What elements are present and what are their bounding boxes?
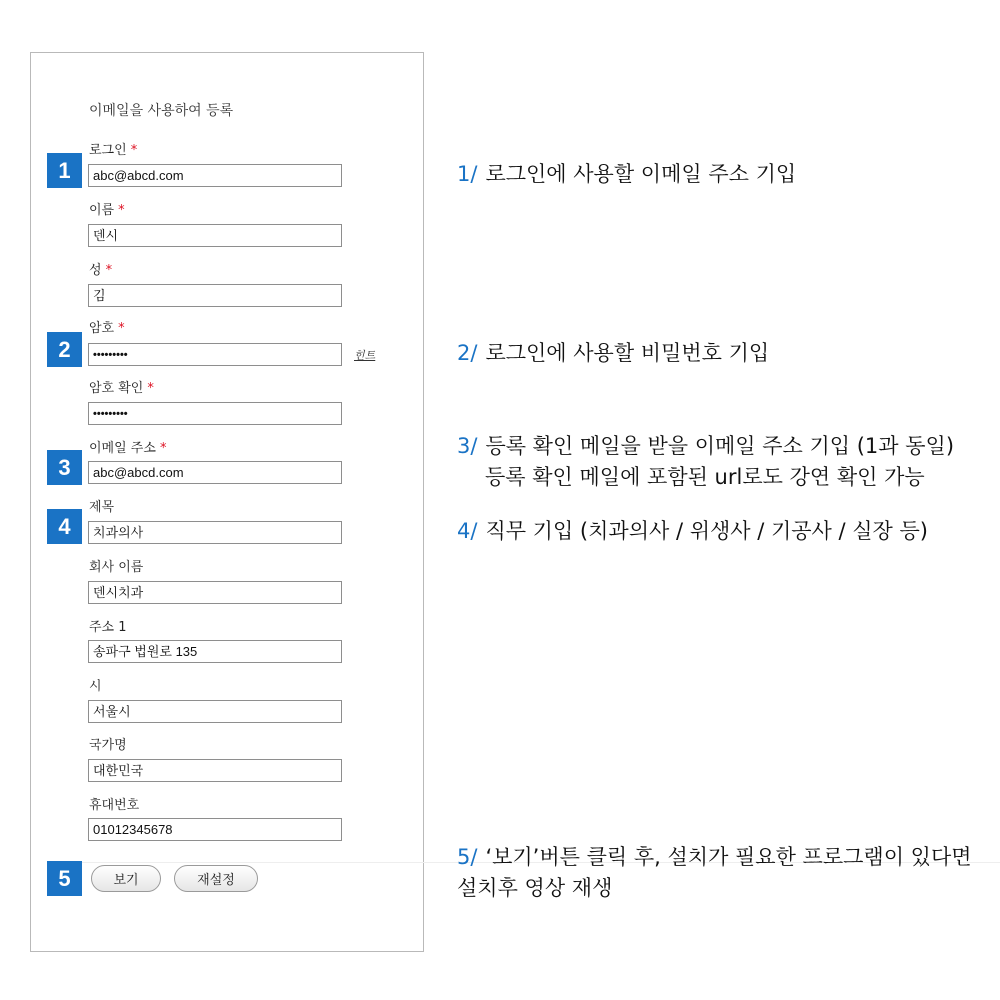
password-confirm-label: 암호 확인 * [89, 381, 154, 396]
note-4: 4/ 직무 기입 (치과의사 / 위생사 / 기공사 / 실장 등) [457, 519, 928, 543]
city-label: 시 [89, 679, 102, 694]
last-name-label: 성 * [89, 263, 113, 278]
email-input[interactable]: abc@abcd.com [88, 461, 342, 484]
login-label: 로그인 * [89, 143, 138, 158]
note-5-line-2: 설치후 영상 재생 [457, 876, 613, 900]
address-input[interactable]: 송파구 법원로 135 [88, 640, 342, 663]
note-3-line-2: 등록 확인 메일에 포함된 url로도 강연 확인 가능 [485, 465, 925, 489]
step-badge-1: 1 [47, 153, 82, 188]
city-input[interactable]: 서울시 [88, 700, 342, 723]
first-name-label: 이름 * [89, 203, 125, 218]
password-input[interactable]: ••••••••• [88, 343, 342, 366]
view-button[interactable]: 보기 [91, 865, 161, 892]
company-name-label: 회사 이름 [89, 560, 144, 575]
note-1: 1/ 로그인에 사용할 이메일 주소 기입 [457, 162, 797, 186]
email-label: 이메일 주소 * [89, 441, 167, 456]
password-confirm-input[interactable]: ••••••••• [88, 402, 342, 425]
password-label: 암호 * [89, 321, 125, 336]
step-badge-3: 3 [47, 450, 82, 485]
note-5: 5/ ‘보기’버튼 클릭 후, 설치가 필요한 프로그램이 있다면 설치후 영상 재생 [457, 842, 972, 904]
job-title-input[interactable]: 치과의사 [88, 521, 342, 544]
step-badge-5: 5 [47, 861, 82, 896]
note-2: 2/ 로그인에 사용할 비밀번호 기입 [457, 341, 770, 365]
step-badge-4: 4 [47, 509, 82, 544]
mobile-input[interactable]: 01012345678 [88, 818, 342, 841]
hint-link[interactable]: 힌트 [354, 349, 376, 362]
address-label: 주소 1 [89, 620, 127, 635]
reset-button[interactable]: 재설정 [174, 865, 258, 892]
login-input[interactable]: abc@abcd.com [88, 164, 342, 187]
job-title-label: 제목 [89, 500, 115, 515]
first-name-input[interactable]: 덴시 [88, 224, 342, 247]
country-label: 국가명 [89, 738, 127, 753]
mobile-label: 휴대번호 [89, 798, 140, 813]
note-3: 3/ 등록 확인 메일을 받을 이메일 주소 기입 (1과 동일) 등록 확인 메일에 포함된 url로도 강연 확인 가능 [457, 431, 954, 493]
step-badge-2: 2 [47, 332, 82, 367]
country-input[interactable]: 대한민국 [88, 759, 342, 782]
company-name-input[interactable]: 덴시치과 [88, 581, 342, 604]
last-name-input[interactable]: 김 [88, 284, 342, 307]
form-title: 이메일을 사용하여 등록 [89, 103, 234, 119]
